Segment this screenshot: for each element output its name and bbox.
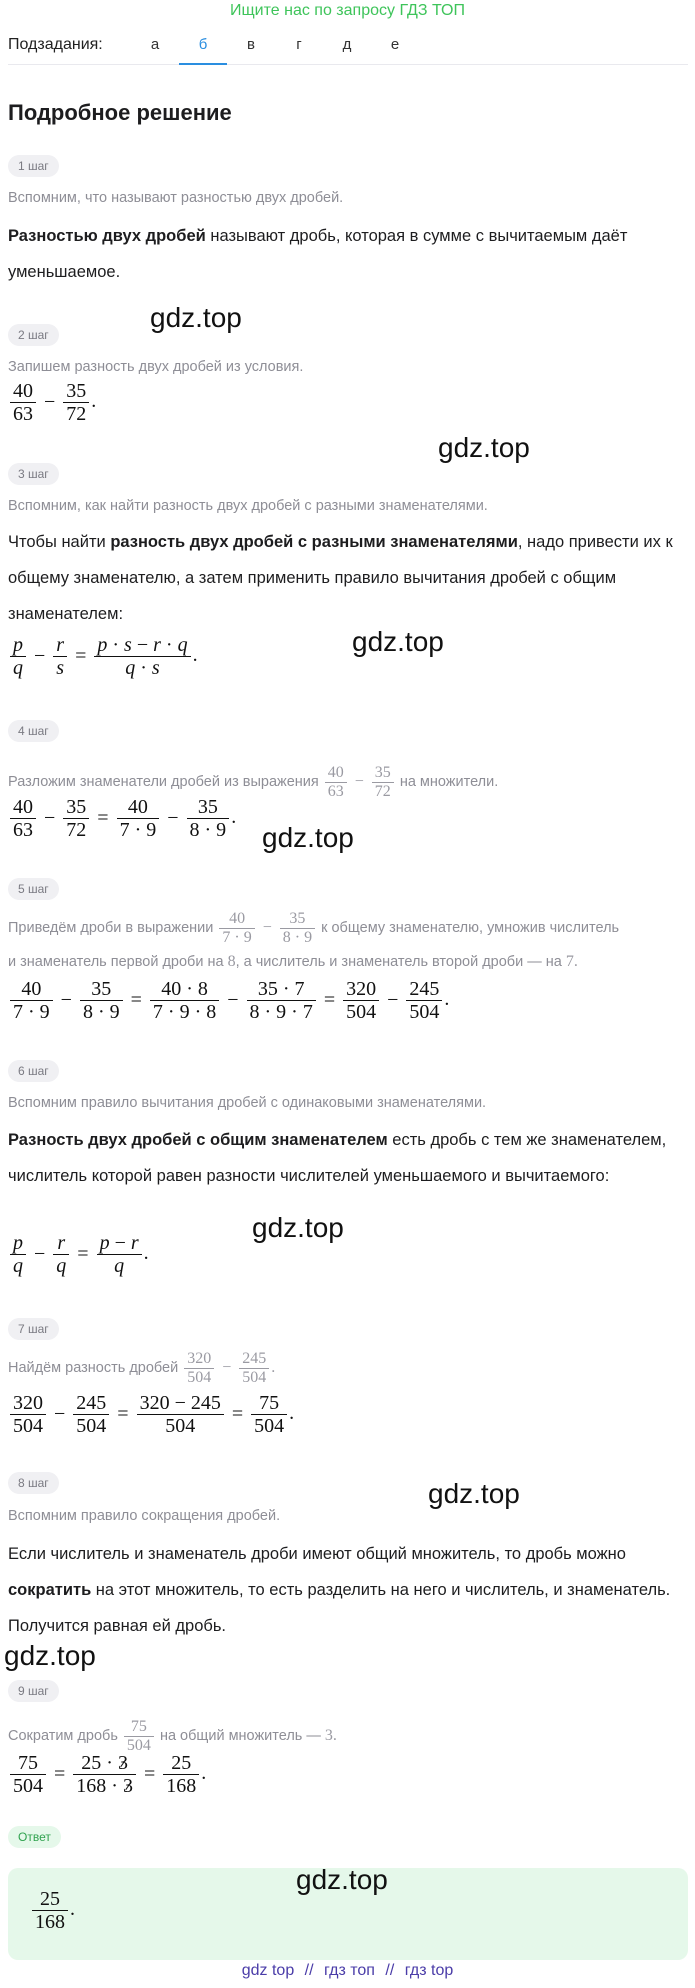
watermark: gdz.top: [352, 626, 444, 657]
step-8-hint: Вспомним правило сокращения дробей.: [8, 1508, 281, 1524]
solution-heading: Подробное решение: [8, 100, 232, 125]
step-4-hint: Разложим знаменатели дробей из выражения $\frac{40}{63}$ − $\frac{35}{72}$ на множители.: [8, 764, 499, 800]
reduce-pre: Если числитель и знаменатель дроби имеют общий множитель, то дробь можно: [8, 1545, 626, 1563]
step-7-badge: 7 шаг: [8, 1318, 59, 1340]
step-9-hint: Сократим дробь $\frac{75}{504}$ на общий множитель — 3.: [8, 1718, 337, 1754]
step-1-hint: Вспомним, что называют разностью двух дробей.: [8, 190, 344, 206]
footer-link-gdz-top[interactable]: gdz top: [241, 1962, 295, 1979]
step-5-badge: 5 шаг: [8, 878, 59, 900]
step-5-hint-line2: и знаменатель первой дроби на 8, а числитель и знаменатель второй дроби — на 7.: [8, 953, 578, 970]
step-1-definition: [8, 218, 688, 290]
footer-link-gdz-top-mixed[interactable]: гдз top: [404, 1962, 454, 1979]
watermark: gdz.top: [296, 1864, 388, 1895]
watermark: gdz.top: [150, 302, 242, 333]
watermark: gdz.top: [262, 822, 354, 853]
tab-b[interactable]: б: [179, 36, 227, 65]
tab-g[interactable]: г: [296, 36, 302, 53]
step-8-badge: 8 шаг: [8, 1472, 59, 1494]
step-3-formula: $\frac{p}{q}$ − $\frac{r}{s}$ = $\frac{p \cdot s - r \cdot q}{q \cdot s}$ .: [8, 634, 198, 679]
step-2-hint: Запишем разность двух дробей из условия.: [8, 359, 304, 375]
reduce-term: сократить: [8, 1581, 92, 1599]
rule-text: , надо привести их к общему знаменателю, а затем применить правило вычитания дробей с общим знаменателем:: [8, 533, 673, 623]
step-8-rule: [8, 1536, 688, 1644]
watermark: gdz.top: [438, 432, 530, 463]
subtasks-bar: [8, 30, 688, 65]
tab-e[interactable]: е: [390, 36, 400, 53]
step-3-hint: Вспомним, как найти разность двух дробей с разными знаменателями.: [8, 498, 488, 514]
step-6-hint: Вспомним правило вычитания дробей с одинаковыми знаменателями.: [8, 1095, 487, 1111]
watermark: gdz.top: [428, 1478, 520, 1509]
footer-separator: //: [385, 1962, 395, 1979]
reduce-text: на этот множитель, то есть разделить на него и числитель, и знаменатель. Получится равная ей дробь.: [8, 1581, 671, 1635]
tab-a[interactable]: а: [150, 36, 160, 53]
step-7-hint: Найдём разность дробей $\frac{320}{504}$ − $\frac{245}{504}$ .: [8, 1350, 276, 1386]
common-denominator-term: Разность двух дробей с общим знаменателем: [8, 1131, 388, 1149]
watermark: gdz.top: [252, 1212, 344, 1243]
step-9-badge: 9 шаг: [8, 1680, 59, 1702]
step-5-formula: $\frac{40}{7 \cdot 9}$ − $\frac{35}{8 \cdot 9}$ = $\frac{40 \cdot 8}{7 \cdot 9 \cdot 8}$ − $\frac{35 \cdot 7}{8 \cdot 9 \cdot 7}$ = $\frac{320}{504}$ − $\frac{245}{504}$ .: [8, 978, 449, 1023]
step-2-badge: 2 шаг: [8, 324, 59, 346]
step-4-badge: 4 шаг: [8, 720, 59, 742]
footer-separator: //: [304, 1962, 314, 1979]
rule-term: разность двух дробей с разными знаменателями: [110, 533, 518, 551]
step-6-badge: 6 шаг: [8, 1060, 59, 1082]
footer-links: [0, 1962, 695, 1980]
tab-v[interactable]: в: [247, 36, 255, 53]
common-denominator-text: есть дробь с тем же знаменателем, числитель которой равен разности числителей уменьшаемого и вычитаемого:: [8, 1131, 667, 1185]
definition-term: Разностью двух дробей: [8, 227, 206, 245]
answer-fraction: $\frac{25}{168}$ .: [30, 1888, 75, 1933]
rule-pre: Чтобы найти: [8, 533, 111, 551]
step-1-badge: 1 шаг: [8, 155, 59, 177]
watermark: gdz.top: [4, 1640, 96, 1671]
step-9-formula: $\frac{75}{504}$ = $\frac{25 \cdot 3}{168 \cdot 3}$ = $\frac{25}{168}$ .: [8, 1752, 206, 1797]
step-6-rule: [8, 1122, 688, 1194]
step-7-formula: $\frac{320}{504}$ − $\frac{245}{504}$ = $\frac{320 - 245}{504}$ = $\frac{75}{504}$ .: [8, 1392, 294, 1437]
tab-d[interactable]: д: [342, 36, 352, 53]
step-2-formula: $\frac{40}{63}$ − $\frac{35}{72}$ .: [8, 380, 96, 425]
step-5-hint-line1: Приведём дроби в выражении $\frac{40}{7 \cdot 9}$ − $\frac{35}{8 \cdot 9}$ к общему знаменателю, умножив числитель: [8, 910, 620, 946]
step-4-formula: $\frac{40}{63}$ − $\frac{35}{72}$ = $\frac{40}{7 \cdot 9}$ − $\frac{35}{8 \cdot 9}$ .: [8, 796, 236, 841]
footer-link-gdz-top-ru[interactable]: гдз топ: [324, 1962, 375, 1979]
step-6-formula: $\frac{p}{q}$ − $\frac{r}{q}$ = $\frac{p - r}{q}$ .: [8, 1232, 149, 1277]
subtasks-label: Подзадания:: [8, 36, 103, 53]
definition-text: называют дробь, которая в сумме с вычитаемым даёт уменьшаемое.: [8, 227, 628, 281]
step-3-rule: [8, 524, 688, 632]
step-3-badge: 3 шаг: [8, 463, 59, 485]
answer-badge: Ответ: [8, 1826, 61, 1848]
search-banner: Ищите нас по запросу ГДЗ ТОП: [230, 2, 465, 19]
